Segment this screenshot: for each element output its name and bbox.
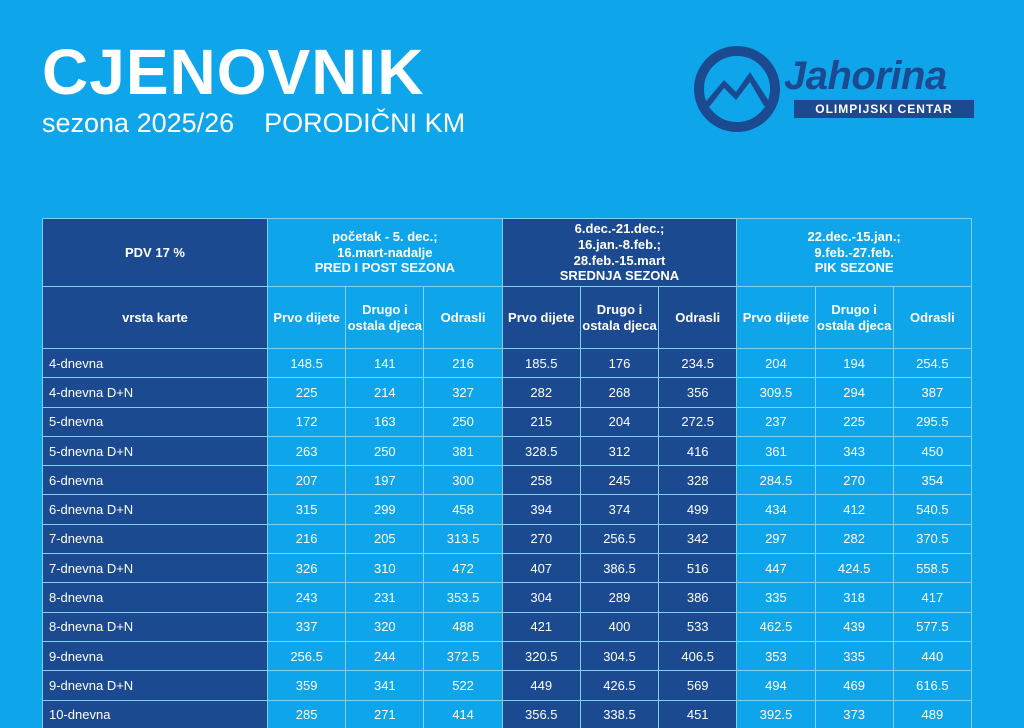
season-header-pre-post (268, 219, 503, 287)
price-cell: 449 (502, 671, 580, 700)
price-cell: 197 (346, 466, 424, 495)
price-cell: 488 (424, 612, 502, 641)
season-name: PIK SEZONE (814, 260, 894, 276)
col-first-child: Prvo dijete (737, 287, 815, 349)
price-cell: 282 (502, 378, 580, 407)
col-adults: Odrasli (424, 287, 502, 349)
price-cell: 494 (737, 671, 815, 700)
price-cell: 406.5 (659, 641, 737, 670)
col-other-children: Drugo i ostala djeca (815, 287, 893, 349)
price-cell: 231 (346, 583, 424, 612)
price-cell: 417 (893, 583, 971, 612)
table-row (43, 349, 972, 378)
price-cell: 342 (659, 524, 737, 553)
season-dates: 22.dec.-15.jan.; (807, 229, 901, 245)
price-cell: 359 (268, 671, 346, 700)
price-cell: 207 (268, 466, 346, 495)
price-cell: 315 (268, 495, 346, 524)
price-cell: 462.5 (737, 612, 815, 641)
price-cell: 295.5 (893, 407, 971, 436)
logo-mountain-icon (692, 44, 782, 134)
price-cell: 194 (815, 349, 893, 378)
price-cell: 370.5 (893, 524, 971, 553)
price-cell: 354 (893, 466, 971, 495)
price-cell: 310 (346, 554, 424, 583)
ticket-type-name: 4-dnevna D+N (43, 378, 268, 407)
price-cell: 439 (815, 612, 893, 641)
table-row (43, 612, 972, 641)
price-cell: 407 (502, 554, 580, 583)
subtitle (42, 110, 465, 137)
price-cell: 141 (346, 349, 424, 378)
table-row (43, 495, 972, 524)
price-cell: 499 (659, 495, 737, 524)
price-cell: 318 (815, 583, 893, 612)
price-cell: 216 (268, 524, 346, 553)
ticket-type-name: 9-dnevna D+N (43, 671, 268, 700)
price-cell: 356 (659, 378, 737, 407)
season-header-mid (502, 219, 737, 287)
price-cell: 421 (502, 612, 580, 641)
price-cell: 447 (737, 554, 815, 583)
price-cell: 243 (268, 583, 346, 612)
table-row (43, 700, 972, 728)
price-cell: 577.5 (893, 612, 971, 641)
price-cell: 343 (815, 436, 893, 465)
price-cell: 387 (893, 378, 971, 407)
col-other-children: Drugo i ostala djeca (346, 287, 424, 349)
price-cell: 258 (502, 466, 580, 495)
price-cell: 272.5 (659, 407, 737, 436)
ticket-type-name: 10-dnevna (43, 700, 268, 728)
season-dates: početak - 5. dec.; (332, 229, 438, 245)
season-dates: 9.feb.-27.feb. (814, 244, 894, 260)
ticket-type-name: 5-dnevna D+N (43, 436, 268, 465)
price-cell: 335 (737, 583, 815, 612)
price-cell: 469 (815, 671, 893, 700)
ticket-type-name: 6-dnevna D+N (43, 495, 268, 524)
price-cell: 284.5 (737, 466, 815, 495)
table-row (43, 378, 972, 407)
price-cell: 320 (346, 612, 424, 641)
price-cell: 434 (737, 495, 815, 524)
column-header-row (43, 287, 972, 349)
ticket-type-name: 4-dnevna (43, 349, 268, 378)
price-cell: 326 (268, 554, 346, 583)
price-cell: 353 (737, 641, 815, 670)
price-cell: 569 (659, 671, 737, 700)
price-cell: 320.5 (502, 641, 580, 670)
price-cell: 250 (424, 407, 502, 436)
col-adults: Odrasli (893, 287, 971, 349)
price-cell: 176 (580, 349, 658, 378)
price-cell: 254.5 (893, 349, 971, 378)
price-cell: 300 (424, 466, 502, 495)
season-label: sezona 2025/26 (42, 108, 235, 138)
price-cell: 450 (893, 436, 971, 465)
price-cell: 440 (893, 641, 971, 670)
ticket-type-name: 8-dnevna (43, 583, 268, 612)
price-cell: 516 (659, 554, 737, 583)
price-cell: 372.5 (424, 641, 502, 670)
price-cell: 299 (346, 495, 424, 524)
price-cell: 237 (737, 407, 815, 436)
season-name: PRED I POST SEZONA (314, 260, 455, 276)
ticket-type-name: 7-dnevna (43, 524, 268, 553)
logo-wordmark: Jahorina (784, 54, 947, 98)
table-row (43, 671, 972, 700)
price-table-body (43, 349, 972, 728)
col-first-child: Prvo dijete (502, 287, 580, 349)
price-cell: 489 (893, 700, 971, 728)
price-cell: 250 (346, 436, 424, 465)
price-cell: 256.5 (268, 641, 346, 670)
price-cell: 163 (346, 407, 424, 436)
price-cell: 309.5 (737, 378, 815, 407)
price-cell: 282 (815, 524, 893, 553)
price-cell: 214 (346, 378, 424, 407)
price-cell: 426.5 (580, 671, 658, 700)
price-cell: 394 (502, 495, 580, 524)
price-cell: 328 (659, 466, 737, 495)
table-row (43, 583, 972, 612)
price-cell: 341 (346, 671, 424, 700)
col-other-children: Drugo i ostala djeca (580, 287, 658, 349)
price-cell: 458 (424, 495, 502, 524)
price-cell: 148.5 (268, 349, 346, 378)
price-cell: 522 (424, 671, 502, 700)
table-row (43, 407, 972, 436)
price-cell: 414 (424, 700, 502, 728)
price-cell: 270 (502, 524, 580, 553)
price-cell: 353.5 (424, 583, 502, 612)
price-cell: 313.5 (424, 524, 502, 553)
price-cell: 361 (737, 436, 815, 465)
price-cell: 204 (737, 349, 815, 378)
price-cell: 297 (737, 524, 815, 553)
price-cell: 215 (502, 407, 580, 436)
price-cell: 337 (268, 612, 346, 641)
ticket-type-name: 8-dnevna D+N (43, 612, 268, 641)
price-cell: 451 (659, 700, 737, 728)
table-row (43, 466, 972, 495)
price-cell: 616.5 (893, 671, 971, 700)
season-name: SREDNJA SEZONA (559, 268, 680, 284)
table-row (43, 436, 972, 465)
season-dates: 16.mart-nadalje (337, 244, 433, 260)
ticket-type-header: vrsta karte (43, 287, 268, 349)
ticket-type-name: 7-dnevna D+N (43, 554, 268, 583)
page-title: CJENOVNIK (42, 36, 425, 108)
season-dates: 28.feb.-15.mart (573, 252, 666, 268)
season-header-row (43, 219, 972, 287)
price-cell: 225 (815, 407, 893, 436)
price-cell: 533 (659, 612, 737, 641)
price-cell: 285 (268, 700, 346, 728)
price-cell: 245 (580, 466, 658, 495)
price-cell: 386 (659, 583, 737, 612)
price-cell: 271 (346, 700, 424, 728)
price-cell: 312 (580, 436, 658, 465)
price-cell: 327 (424, 378, 502, 407)
price-cell: 335 (815, 641, 893, 670)
price-cell: 356.5 (502, 700, 580, 728)
price-cell: 263 (268, 436, 346, 465)
price-cell: 472 (424, 554, 502, 583)
price-cell: 386.5 (580, 554, 658, 583)
price-cell: 424.5 (815, 554, 893, 583)
ticket-type-name: 9-dnevna (43, 641, 268, 670)
logo-tagline: OLIMPIJSKI CENTAR (794, 100, 974, 118)
price-cell: 270 (815, 466, 893, 495)
price-cell: 304.5 (580, 641, 658, 670)
price-cell: 392.5 (737, 700, 815, 728)
vat-label: PDV 17 % (43, 219, 268, 287)
price-cell: 400 (580, 612, 658, 641)
season-dates: 6.dec.-21.dec.; (574, 221, 665, 237)
price-cell: 338.5 (580, 700, 658, 728)
col-adults: Odrasli (659, 287, 737, 349)
table-row (43, 641, 972, 670)
price-cell: 234.5 (659, 349, 737, 378)
price-table (42, 218, 972, 728)
col-first-child: Prvo dijete (268, 287, 346, 349)
price-cell: 289 (580, 583, 658, 612)
price-cell: 225 (268, 378, 346, 407)
season-header-peak (737, 219, 972, 287)
price-cell: 328.5 (502, 436, 580, 465)
season-dates: 16.jan.-8.feb.; (577, 236, 662, 252)
price-cell: 381 (424, 436, 502, 465)
price-cell: 256.5 (580, 524, 658, 553)
price-cell: 304 (502, 583, 580, 612)
price-cell: 216 (424, 349, 502, 378)
price-cell: 172 (268, 407, 346, 436)
price-cell: 294 (815, 378, 893, 407)
price-kind-label: PORODIČNI KM (264, 108, 466, 138)
price-cell: 204 (580, 407, 658, 436)
price-cell: 374 (580, 495, 658, 524)
ticket-type-name: 6-dnevna (43, 466, 268, 495)
price-cell: 244 (346, 641, 424, 670)
table-row (43, 524, 972, 553)
price-cell: 268 (580, 378, 658, 407)
ticket-type-name: 5-dnevna (43, 407, 268, 436)
price-cell: 412 (815, 495, 893, 524)
jahorina-logo (692, 44, 982, 134)
price-cell: 205 (346, 524, 424, 553)
price-cell: 416 (659, 436, 737, 465)
table-row (43, 554, 972, 583)
price-cell: 558.5 (893, 554, 971, 583)
price-cell: 185.5 (502, 349, 580, 378)
price-cell: 540.5 (893, 495, 971, 524)
price-cell: 373 (815, 700, 893, 728)
